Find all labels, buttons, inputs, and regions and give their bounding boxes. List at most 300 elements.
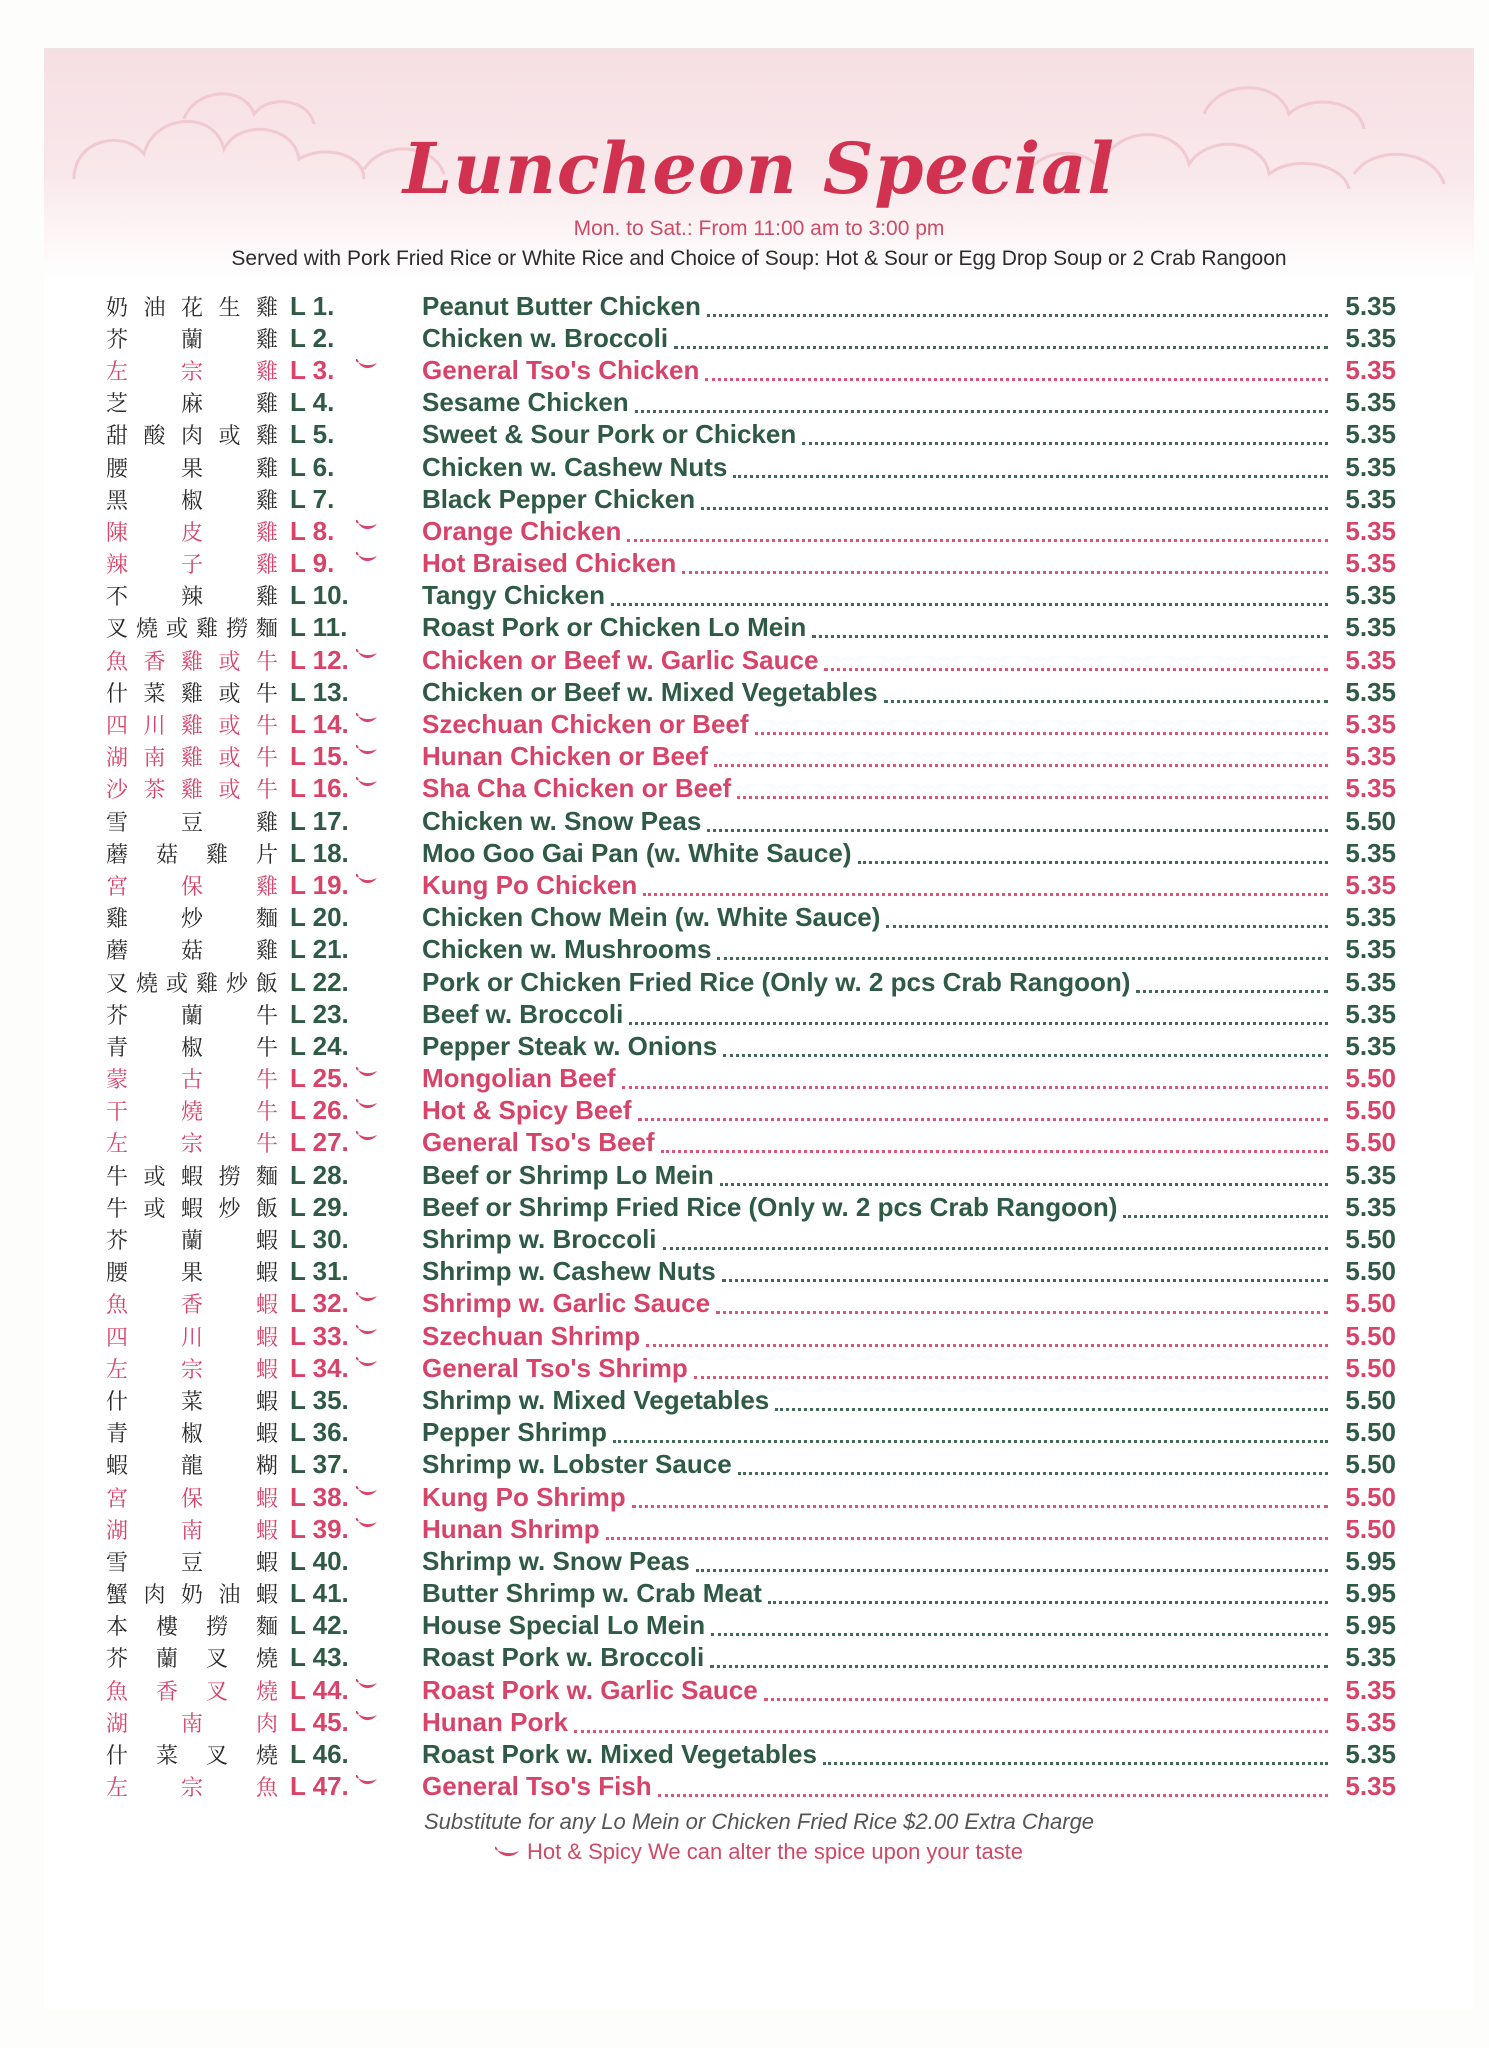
menu-item-row <box>106 934 1396 966</box>
item-code: L 4. <box>290 387 335 418</box>
chinese-char: 四 <box>106 714 129 740</box>
menu-item-row <box>106 1030 1396 1062</box>
dot-leader <box>716 1311 1328 1314</box>
chinese-char: 川 <box>143 714 166 740</box>
chinese-char: 蒙 <box>106 1068 129 1094</box>
dot-leader <box>638 1118 1329 1121</box>
chinese-char: 牛 <box>255 778 278 804</box>
chinese-char: 菜 <box>155 1744 178 1770</box>
menu-item-row <box>106 1578 1396 1610</box>
chinese-char: 牛 <box>255 1100 278 1126</box>
chinese-char: 或 <box>143 1196 166 1222</box>
dot-leader <box>705 378 1328 381</box>
dot-leader <box>720 1183 1328 1186</box>
item-name: House Special Lo Mein <box>422 1610 706 1641</box>
item-code: L 28. <box>290 1159 349 1190</box>
chinese-name <box>106 1546 278 1577</box>
chinese-name <box>106 1353 278 1384</box>
service-hours: Mon. to Sat.: From 11:00 am to 3:00 pm <box>573 217 945 240</box>
cloud-header-band <box>44 49 1474 279</box>
served-with-note: Served with Pork Fried Rice or White Rice and Choice of Soup: Hot & Sour or Egg Drop Soup or 2 Crab Rangoon <box>231 247 1287 270</box>
chinese-name <box>106 1288 278 1319</box>
chinese-name <box>106 1192 278 1223</box>
item-code: L 15. <box>290 741 362 772</box>
chinese-char: 片 <box>255 842 278 868</box>
chinese-char: 湖 <box>106 1711 129 1737</box>
item-name: Chicken Chow Mein (w. White Sauce) <box>422 902 881 933</box>
chinese-name <box>106 1160 278 1191</box>
dot-leader <box>622 1086 1328 1089</box>
item-name: Shrimp w. Broccoli <box>422 1224 657 1255</box>
item-code: L 8. <box>290 516 362 547</box>
item-price: 5.95 <box>1345 1545 1396 1576</box>
item-name: Szechuan Shrimp <box>422 1320 641 1351</box>
chinese-char: 牛 <box>255 1132 278 1158</box>
item-name: Chicken w. Snow Peas <box>422 805 702 836</box>
menu-item-row <box>106 515 1396 547</box>
chili-pepper-icon <box>356 1775 378 1787</box>
chili-pepper-icon <box>356 745 378 757</box>
dot-leader <box>1123 1215 1328 1218</box>
dot-leader <box>711 1633 1328 1636</box>
menu-item-row <box>106 322 1396 354</box>
chinese-char: 蟹 <box>106 1583 129 1609</box>
item-name: Roast Pork w. Mixed Vegetables <box>422 1739 817 1770</box>
item-price: 5.35 <box>1345 709 1396 740</box>
chinese-char: 菜 <box>180 1389 203 1415</box>
chinese-char: 叉 <box>205 1647 228 1673</box>
chinese-char: 蝦 <box>255 1550 278 1576</box>
item-price: 5.35 <box>1345 1674 1396 1705</box>
item-price: 5.50 <box>1345 1417 1396 1448</box>
chinese-char: 牛 <box>255 681 278 707</box>
chinese-char: 蝦 <box>255 1583 278 1609</box>
chinese-char: 辣 <box>106 553 129 579</box>
item-code: L 44. <box>290 1675 362 1706</box>
chinese-char: 牛 <box>255 714 278 740</box>
chinese-char: 左 <box>106 1357 129 1383</box>
chinese-char: 豆 <box>180 810 203 836</box>
chinese-char: 叉 <box>205 1679 228 1705</box>
chinese-char: 香 <box>180 1293 203 1319</box>
chinese-name <box>106 741 278 772</box>
chinese-char: 沙 <box>106 778 129 804</box>
menu-item-row <box>106 644 1396 676</box>
item-name: Beef or Shrimp Lo Mein <box>422 1159 714 1190</box>
menu-item-row <box>106 1159 1396 1191</box>
chinese-char: 燒 <box>255 1647 278 1673</box>
item-code: L 38. <box>290 1482 362 1513</box>
chinese-char: 蝦 <box>255 1357 278 1383</box>
item-name: General Tso's Chicken <box>422 354 700 385</box>
chinese-name <box>106 1031 278 1062</box>
item-code: L 6. <box>290 451 335 482</box>
item-code: L 23. <box>290 998 349 1029</box>
item-price: 5.35 <box>1345 741 1396 772</box>
chinese-char: 雞 <box>255 810 278 836</box>
item-name: Chicken w. Broccoli <box>422 322 669 353</box>
chinese-name <box>106 1739 278 1770</box>
item-code: L 17. <box>290 805 349 836</box>
chinese-char: 牛 <box>255 1003 278 1029</box>
menu-title: Luncheon Special <box>402 127 1116 210</box>
chinese-char: 果 <box>180 456 203 482</box>
menu-item-row <box>106 387 1396 419</box>
item-code: L 7. <box>290 483 335 514</box>
chinese-char: 叉 <box>106 971 129 997</box>
chinese-name <box>106 484 278 515</box>
item-code: L 45. <box>290 1707 362 1738</box>
chinese-char: 香 <box>155 1679 178 1705</box>
menu-item-row <box>106 998 1396 1030</box>
chinese-char: 川 <box>180 1325 203 1351</box>
chili-pepper-icon <box>356 777 378 789</box>
item-price: 5.50 <box>1345 1449 1396 1480</box>
chinese-char: 肉 <box>255 1711 278 1737</box>
item-code: L 16. <box>290 773 362 804</box>
menu-item-row <box>106 451 1396 483</box>
item-code: L 21. <box>290 934 349 965</box>
chinese-name <box>106 1514 278 1545</box>
item-price: 5.35 <box>1345 290 1396 321</box>
item-code: L 29. <box>290 1191 349 1222</box>
chinese-char: 青 <box>106 1422 129 1448</box>
chinese-char: 南 <box>180 1711 203 1737</box>
chinese-char: 甜 <box>106 424 129 450</box>
menu-item-row <box>106 1449 1396 1481</box>
chinese-char: 雞 <box>255 327 278 353</box>
chinese-char: 麵 <box>255 907 278 933</box>
menu-item-row <box>106 1771 1396 1803</box>
chinese-char: 肉 <box>180 424 203 450</box>
dot-leader <box>812 635 1328 638</box>
item-code: L 25. <box>290 1063 362 1094</box>
chinese-name <box>106 1707 278 1738</box>
item-price: 5.35 <box>1345 1159 1396 1190</box>
menu-item-row <box>106 580 1396 612</box>
chinese-char: 左 <box>106 359 129 385</box>
chinese-char: 飯 <box>255 1196 278 1222</box>
chinese-char: 雪 <box>106 1550 129 1576</box>
chinese-char: 本 <box>106 1615 129 1641</box>
dot-leader <box>738 1472 1328 1475</box>
chinese-name <box>106 355 278 386</box>
chinese-char: 蝦 <box>255 1486 278 1512</box>
chinese-char: 蝦 <box>180 1196 203 1222</box>
chinese-name <box>106 870 278 901</box>
menu-item-row <box>106 1352 1396 1384</box>
chinese-char: 宗 <box>180 1357 203 1383</box>
chinese-char: 子 <box>180 553 203 579</box>
chili-pepper-icon <box>356 1486 378 1498</box>
item-name: Butter Shrimp w. Crab Meat <box>422 1578 762 1609</box>
item-name: Pepper Steak w. Onions <box>422 1030 718 1061</box>
menu-item-row <box>106 1610 1396 1642</box>
chinese-char: 撈 <box>225 617 248 643</box>
menu-item-row <box>106 1063 1396 1095</box>
chinese-char: 花 <box>180 295 203 321</box>
chinese-char: 樓 <box>155 1615 178 1641</box>
dot-leader <box>755 732 1328 735</box>
menu-item-row <box>106 966 1396 998</box>
menu-item-row <box>106 612 1396 644</box>
chinese-char: 皮 <box>180 520 203 546</box>
chili-pepper-icon <box>356 1325 378 1337</box>
chinese-name <box>106 1321 278 1352</box>
chinese-char: 燒 <box>135 971 158 997</box>
item-price: 5.35 <box>1345 869 1396 900</box>
item-price: 5.35 <box>1345 354 1396 385</box>
item-price: 5.35 <box>1345 998 1396 1029</box>
menu-item-row <box>106 869 1396 901</box>
chinese-name <box>106 548 278 579</box>
chinese-name <box>106 516 278 547</box>
chinese-char: 燒 <box>135 617 158 643</box>
chinese-char: 雞 <box>255 939 278 965</box>
chinese-char: 牛 <box>255 1068 278 1094</box>
chinese-name <box>106 999 278 1030</box>
item-code: L 41. <box>290 1578 349 1609</box>
item-price: 5.50 <box>1345 1256 1396 1287</box>
item-code: L 33. <box>290 1321 362 1352</box>
chinese-char: 蝦 <box>255 1325 278 1351</box>
chinese-char: 或 <box>218 778 241 804</box>
item-code: L 3. <box>290 355 362 386</box>
chinese-char: 炒 <box>225 971 248 997</box>
item-name: Orange Chicken <box>422 515 622 546</box>
chinese-char: 油 <box>218 1583 241 1609</box>
chinese-char: 雞 <box>255 392 278 418</box>
chinese-char: 四 <box>106 1325 129 1351</box>
chinese-name <box>106 1578 278 1609</box>
dot-leader <box>574 1730 1328 1733</box>
item-price: 5.50 <box>1345 1352 1396 1383</box>
dot-leader <box>627 539 1328 542</box>
chinese-char: 蘭 <box>180 1229 203 1255</box>
chinese-char: 宮 <box>106 874 129 900</box>
item-code: L 39. <box>290 1514 362 1545</box>
chinese-char: 左 <box>106 1776 129 1802</box>
chinese-name <box>106 934 278 965</box>
item-price: 5.35 <box>1345 387 1396 418</box>
chinese-char: 燒 <box>180 1100 203 1126</box>
chinese-name <box>106 677 278 708</box>
chinese-char: 雞 <box>255 553 278 579</box>
menu-item-row <box>106 1706 1396 1738</box>
chili-pepper-icon <box>356 874 378 886</box>
menu-item-row <box>106 1223 1396 1255</box>
chinese-char: 燒 <box>255 1744 278 1770</box>
item-code: L 31. <box>290 1256 349 1287</box>
item-price: 5.50 <box>1345 1224 1396 1255</box>
dot-leader <box>733 475 1328 478</box>
item-name: Mongolian Beef <box>422 1063 616 1094</box>
item-code: L 43. <box>290 1642 349 1673</box>
chinese-char: 飯 <box>255 971 278 997</box>
item-name: Szechuan Chicken or Beef <box>422 709 749 740</box>
dot-leader <box>737 796 1328 799</box>
chinese-char: 湖 <box>106 1518 129 1544</box>
chinese-char: 果 <box>180 1261 203 1287</box>
chinese-char: 雞 <box>255 874 278 900</box>
chinese-name <box>106 1675 278 1706</box>
item-name: General Tso's Beef <box>422 1127 655 1158</box>
item-name: Hunan Shrimp <box>422 1513 600 1544</box>
chili-pepper-icon <box>356 1518 378 1530</box>
spicy-note-text: Hot & Spicy We can alter the spice upon your taste <box>526 1839 1024 1864</box>
menu-item-row <box>106 1191 1396 1223</box>
chinese-char: 雞 <box>180 746 203 772</box>
chinese-char: 麵 <box>255 617 278 643</box>
chili-pepper-icon <box>356 552 378 564</box>
item-name: Beef w. Broccoli <box>422 998 624 1029</box>
chinese-char: 龍 <box>180 1454 203 1480</box>
item-name: General Tso's Fish <box>422 1771 652 1802</box>
chinese-name <box>106 452 278 483</box>
chinese-char: 雞 <box>195 617 218 643</box>
menu-item-row <box>106 708 1396 740</box>
chinese-char: 魚 <box>255 1776 278 1802</box>
chinese-name <box>106 612 278 643</box>
item-code: L 9. <box>290 548 362 579</box>
menu-item-row <box>106 1256 1396 1288</box>
chinese-char: 香 <box>143 649 166 675</box>
dot-leader <box>606 1537 1328 1540</box>
chinese-char: 雞 <box>205 842 228 868</box>
chinese-char: 雞 <box>255 424 278 450</box>
chinese-char: 雞 <box>255 520 278 546</box>
dot-leader <box>643 893 1328 896</box>
item-price: 5.35 <box>1345 548 1396 579</box>
chili-pepper-icon <box>356 1679 378 1691</box>
chinese-char: 芥 <box>106 1647 129 1673</box>
item-code: L 11. <box>290 612 348 643</box>
chinese-char: 什 <box>106 1744 129 1770</box>
chinese-char: 雞 <box>106 907 129 933</box>
chinese-char: 牛 <box>255 746 278 772</box>
item-price: 5.35 <box>1345 1771 1396 1802</box>
item-code: L 2. <box>290 322 335 353</box>
item-price: 5.35 <box>1345 451 1396 482</box>
item-price: 5.35 <box>1345 676 1396 707</box>
item-name: Shrimp w. Lobster Sauce <box>422 1449 732 1480</box>
chinese-char: 蝦 <box>255 1229 278 1255</box>
chinese-char: 菜 <box>143 681 166 707</box>
chinese-char: 叉 <box>106 617 129 643</box>
item-name: Chicken or Beef w. Mixed Vegetables <box>422 676 878 707</box>
chili-pepper-icon <box>356 1131 378 1143</box>
item-name: Black Pepper Chicken <box>422 483 696 514</box>
chinese-name <box>106 1642 278 1673</box>
item-price: 5.35 <box>1345 644 1396 675</box>
dot-leader <box>663 1247 1328 1250</box>
chinese-char: 雞 <box>255 488 278 514</box>
item-name: Tangy Chicken <box>422 580 606 611</box>
menu-item-row <box>106 354 1396 386</box>
menu-item-row <box>106 1642 1396 1674</box>
item-code: L 46. <box>290 1739 349 1770</box>
item-name: Chicken w. Mushrooms <box>422 934 712 965</box>
dot-leader <box>884 700 1328 703</box>
chinese-char: 撈 <box>218 1164 241 1190</box>
chinese-char: 奶 <box>106 295 129 321</box>
item-price: 5.35 <box>1345 1030 1396 1061</box>
chinese-name <box>106 838 278 869</box>
item-name: Peanut Butter Chicken <box>422 290 701 321</box>
item-name: Hot & Spicy Beef <box>422 1095 632 1126</box>
chinese-char: 蘭 <box>180 1003 203 1029</box>
chinese-char: 牛 <box>106 1164 129 1190</box>
item-price: 5.50 <box>1345 1384 1396 1415</box>
chinese-name <box>106 1417 278 1448</box>
chili-pepper-icon <box>356 1357 378 1369</box>
chinese-char: 左 <box>106 1132 129 1158</box>
chinese-char: 什 <box>106 681 129 707</box>
dot-leader <box>764 1698 1328 1701</box>
chinese-char: 或 <box>218 649 241 675</box>
item-price: 5.35 <box>1345 483 1396 514</box>
chinese-char: 腰 <box>106 1261 129 1287</box>
menu-item-row <box>106 483 1396 515</box>
chinese-name <box>106 1256 278 1287</box>
item-price: 5.50 <box>1345 1513 1396 1544</box>
dot-leader <box>696 1569 1328 1572</box>
menu-item-row <box>106 1417 1396 1449</box>
chinese-name <box>106 1482 278 1513</box>
chinese-name <box>106 902 278 933</box>
item-code: L 40. <box>290 1545 349 1576</box>
item-name: Hunan Pork <box>422 1706 568 1737</box>
chinese-char: 奶 <box>180 1583 203 1609</box>
chinese-name <box>106 1095 278 1126</box>
chili-pepper-icon <box>356 520 378 532</box>
chinese-char: 或 <box>218 424 241 450</box>
item-code: L 27. <box>290 1127 362 1158</box>
chinese-char: 蝦 <box>106 1454 129 1480</box>
dot-leader <box>714 764 1328 767</box>
item-price: 5.50 <box>1345 1481 1396 1512</box>
chinese-name <box>106 291 278 322</box>
item-name: Sha Cha Chicken or Beef <box>422 773 732 804</box>
chinese-char: 或 <box>143 1164 166 1190</box>
dot-leader <box>824 668 1328 671</box>
item-code: L 20. <box>290 902 349 933</box>
chinese-name <box>106 1385 278 1416</box>
chinese-char: 雞 <box>180 681 203 707</box>
chinese-char: 湖 <box>106 746 129 772</box>
item-name: Shrimp w. Snow Peas <box>422 1545 690 1576</box>
chinese-char: 宗 <box>180 1132 203 1158</box>
chili-pepper-icon <box>356 1099 378 1111</box>
item-code: L 26. <box>290 1095 362 1126</box>
item-code: L 22. <box>290 966 349 997</box>
menu-item-row <box>106 676 1396 708</box>
menu-page <box>44 48 1474 2009</box>
dot-leader <box>632 1505 1328 1508</box>
chinese-char: 雞 <box>255 295 278 321</box>
dot-leader <box>611 603 1328 606</box>
chinese-char: 蝦 <box>255 1422 278 1448</box>
item-price: 5.35 <box>1345 612 1396 643</box>
chinese-char: 肉 <box>143 1583 166 1609</box>
item-name: Shrimp w. Garlic Sauce <box>422 1288 711 1319</box>
chinese-char: 蝦 <box>255 1293 278 1319</box>
chinese-char: 菇 <box>180 939 203 965</box>
chinese-char: 蘭 <box>180 327 203 353</box>
item-code: L 18. <box>290 837 349 868</box>
dot-leader <box>694 1376 1328 1379</box>
chinese-char: 蝦 <box>255 1518 278 1544</box>
